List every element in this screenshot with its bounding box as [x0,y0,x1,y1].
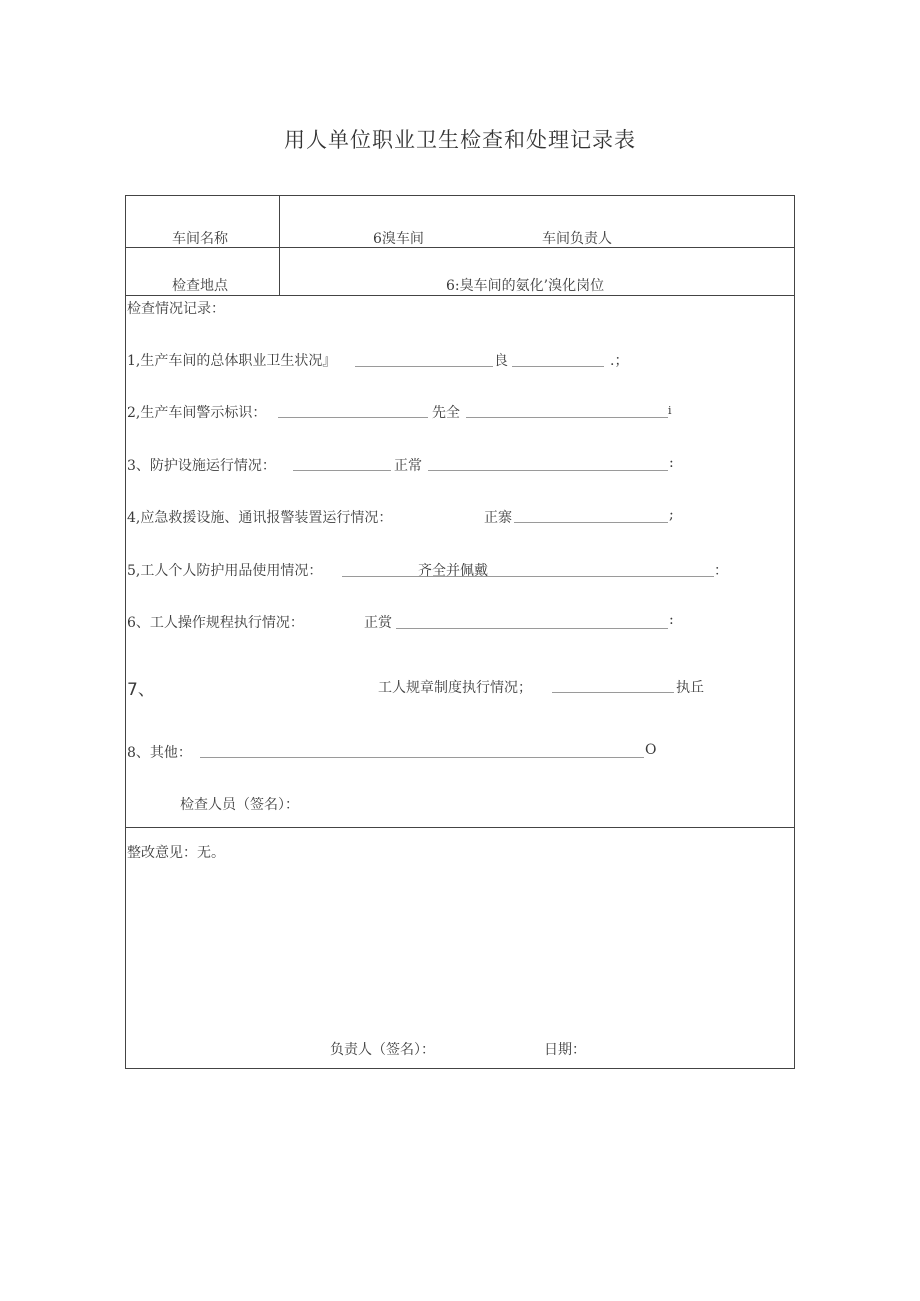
workshop-name-value: 6溴车间 [373,231,424,247]
item-3-blank-2 [428,470,668,471]
item-8-label: 8、其他： [127,745,192,761]
date-label: 日期： [544,1042,586,1058]
responsible-signature-label: 负责人（签名）： [330,1042,435,1058]
item-6-end: : [669,612,674,628]
item-2-label: 2,生产车间警示标识： [127,405,267,421]
workshop-head-label: 车间负责人 [542,231,612,247]
record-form-table [125,195,795,1069]
item-3-blank [293,470,391,471]
item-3-value: 正常 [394,458,422,474]
item-5-blank [342,576,714,577]
item-1-label: 1,生产车间的总体职业卫生状况』 [127,353,337,369]
item-8-blank [200,757,644,758]
item-6-blank [396,628,668,629]
item-6-value: 正赏 [364,615,392,631]
item-5-value: 齐全并佩戴 [418,563,488,579]
item-4-value: 正寨 [484,510,512,526]
item-1-value: 良 [494,353,508,369]
item-4-end: ; [669,507,674,523]
item-5-end: ： [714,563,728,579]
row-divider [126,827,794,828]
item-7-number: 7、 [127,680,155,700]
rectification-label: 整改意见：无。 [127,845,225,861]
item-3-label: 3、防护设施运行情况： [127,458,276,474]
item-1-blank-2 [512,366,604,367]
item-6-label: 6、工人操作规程执行情况： [127,615,304,631]
item-3-end: : [669,455,674,471]
item-2-end: i [668,404,672,417]
row-divider [126,295,794,296]
item-7-label: 工人规章制度执行情况； [378,680,532,696]
item-2-blank [278,417,428,418]
inspector-signature-label: 检查人员（签名）： [180,797,299,813]
column-divider [279,196,280,295]
item-4-blank [514,522,668,523]
item-2-blank-2 [466,417,668,418]
location-label: 检查地点 [172,278,228,294]
item-1-blank [355,366,493,367]
item-4-label: 4,应急救援设施、通讯报警装置运行情况： [127,510,393,526]
item-2-value: 先全 [432,405,460,421]
item-5-label: 5,工人个人防护用品使用情况： [127,563,323,579]
document-title: 用人单位职业卫生检查和处理记录表 [284,128,636,152]
workshop-name-label: 车间名称 [172,231,228,247]
inspection-section-label: 检查情况记录： [127,301,225,317]
item-7-blank [552,692,674,693]
item-7-value: 执丘 [676,680,704,696]
item-8-end: O [645,742,657,758]
item-1-end: .； [610,353,629,369]
location-value: 6:臭车间的氨化’溴化岗位 [446,278,605,294]
